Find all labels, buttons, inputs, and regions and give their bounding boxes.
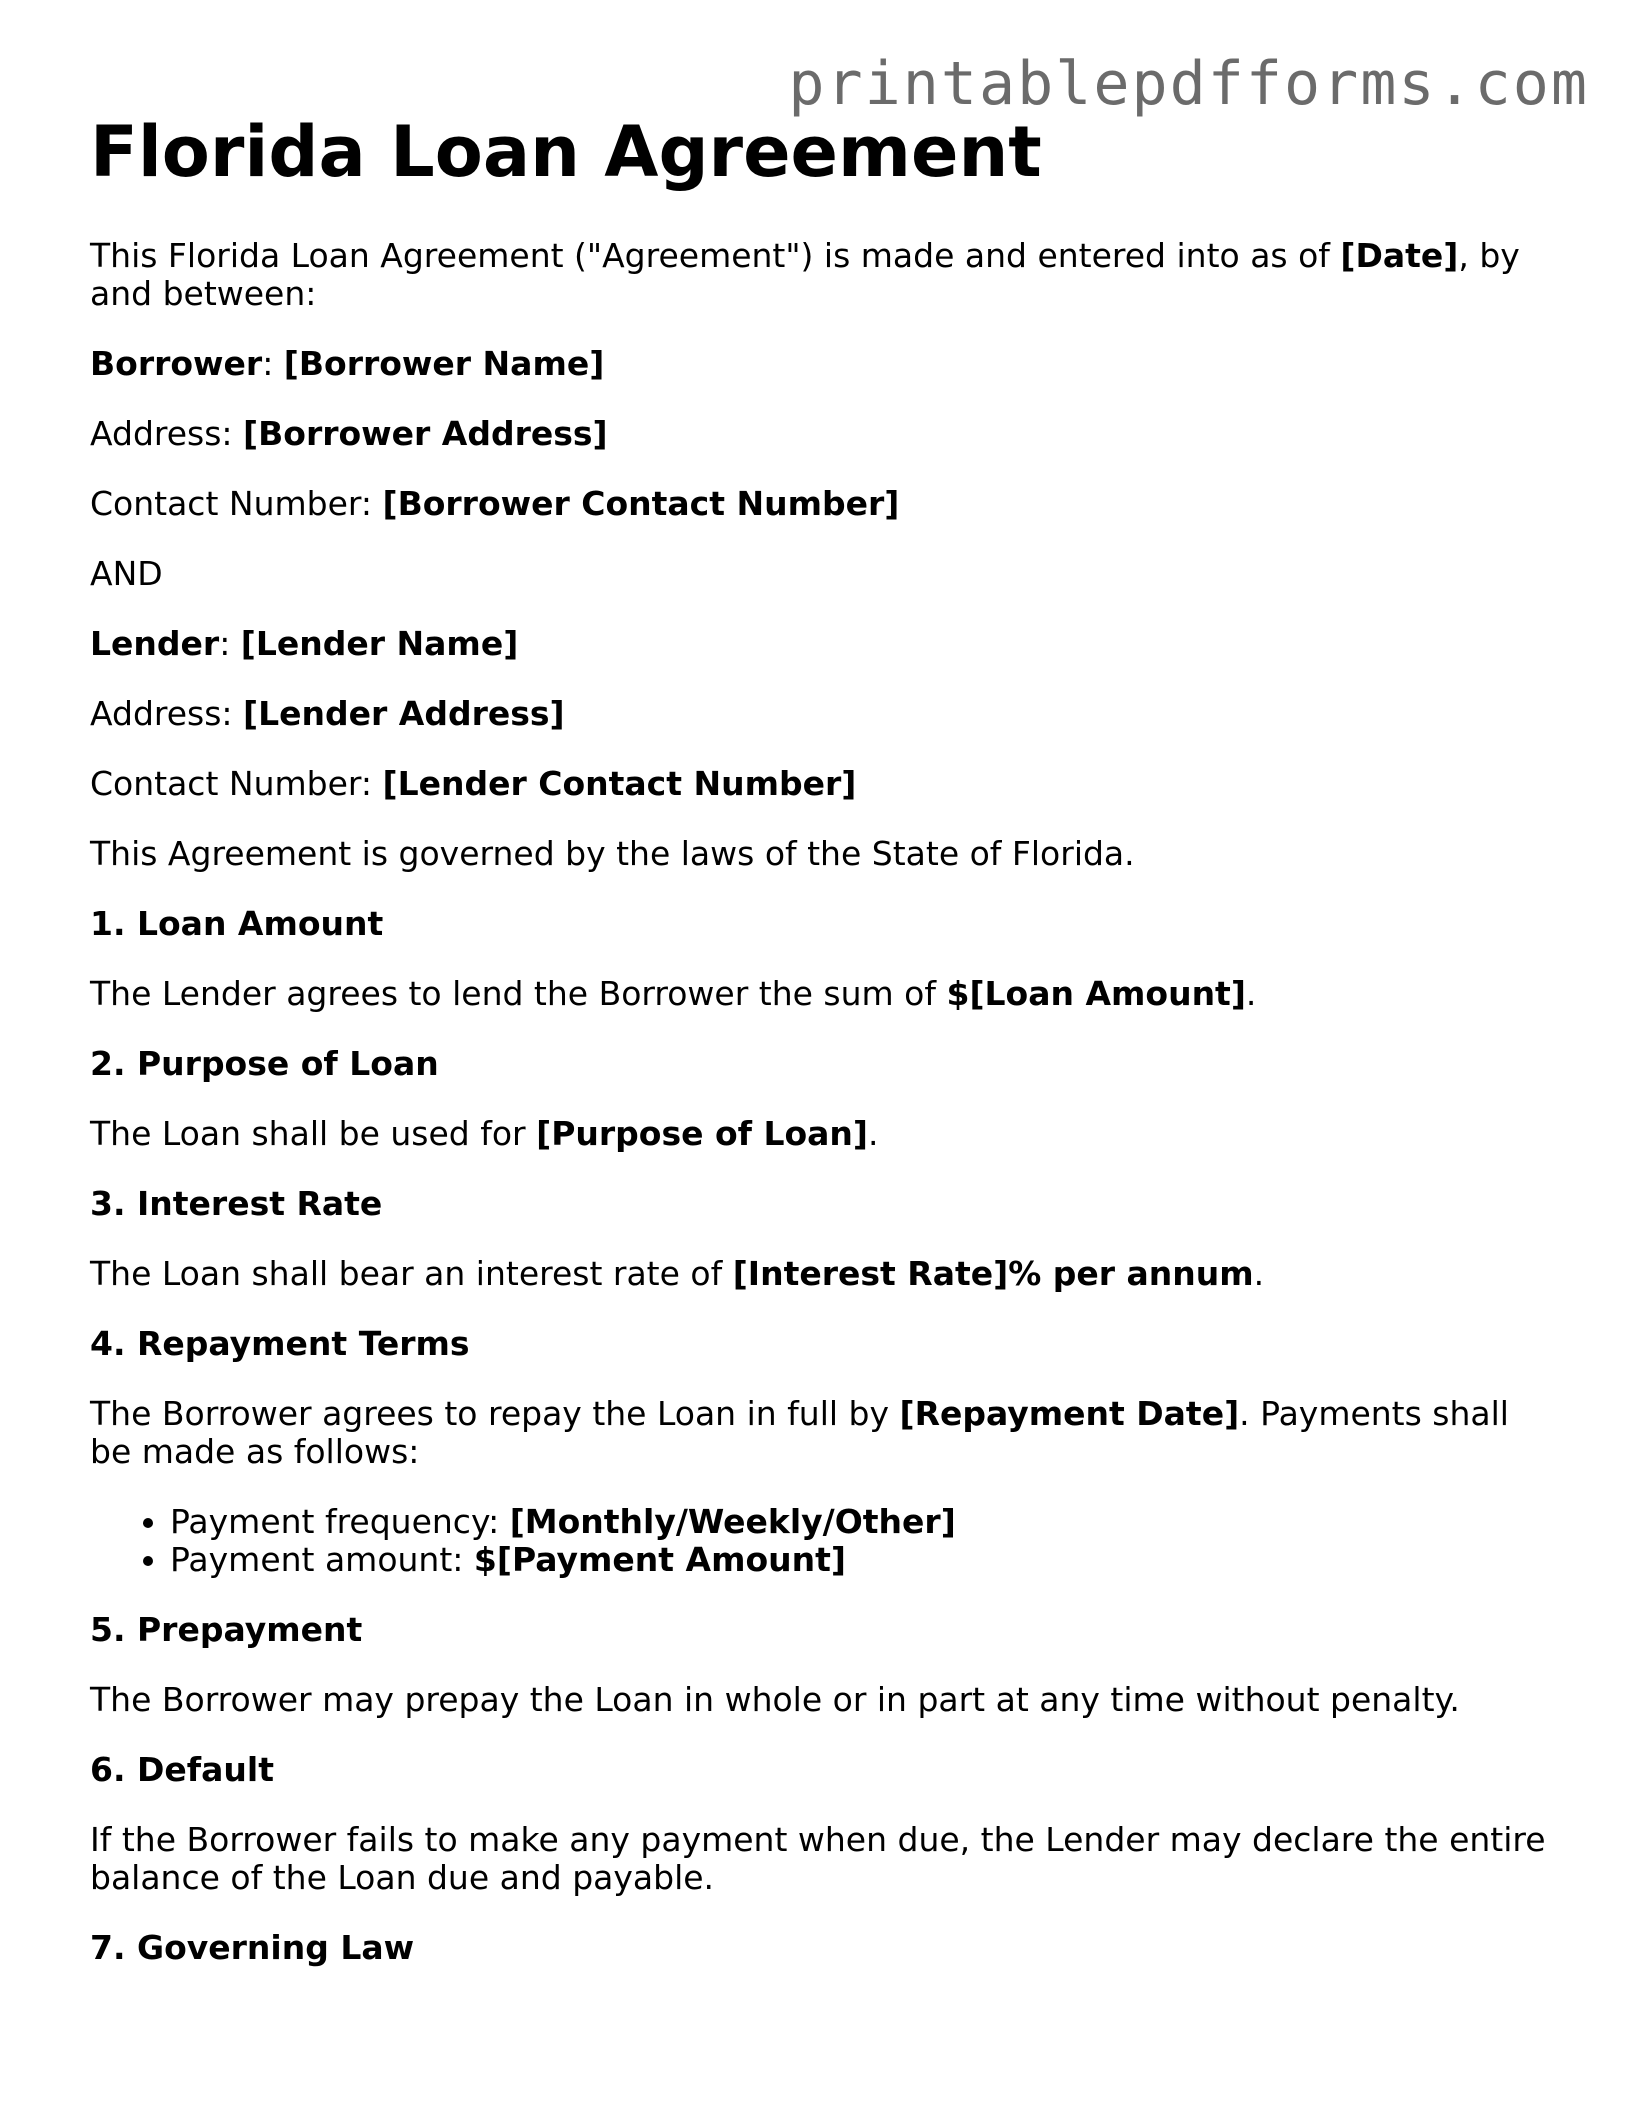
borrower-name-line [90,345,1560,383]
repayment-text-before: The Borrower agrees to repay the Loan in full by [90,1393,900,1433]
section-text-prepayment: The Borrower may prepay the Loan in whole or in part at any time without penalty. [90,1679,1460,1719]
section-heading-interest: 3. Interest Rate [90,1183,383,1223]
section-text-repayment [90,1395,1560,1471]
section-heading-repayment: 4. Repayment Terms [90,1323,470,1363]
interest-text-before: The Loan shall bear an interest rate of [90,1253,733,1293]
borrower-separator: : [262,343,284,383]
lender-contact: [Lender Contact Number] [382,763,857,803]
governed-statement: This Agreement is governed by the laws of the State of Florida. [90,833,1135,873]
intro-paragraph [90,237,1560,313]
watermark: printablepdfforms.com [788,49,1589,119]
lender-address: [Lender Address] [243,693,565,733]
payment-terms-list [90,1503,1560,1579]
date-placeholder: [Date] [1340,235,1459,275]
section-heading-prepayment: 5. Prepayment [90,1609,363,1649]
borrower-contact-label: Contact Number: [90,483,383,523]
loan-amount-text-before: The Lender agrees to lend the Borrower the sum of [90,973,947,1013]
purpose-value: [Purpose of Loan] [536,1113,869,1153]
payment-amount-value: $[Payment Amount] [473,1539,846,1579]
interest-value: [Interest Rate]% per annum [732,1253,1254,1293]
borrower-label: Borrower [90,343,263,383]
intro-text-after: , by and between: [90,235,1520,313]
borrower-name: [Borrower Name] [283,343,605,383]
document-page [90,112,1560,1999]
lender-name-line [90,625,1560,663]
list-item [170,1541,1560,1579]
lender-address-label: Address: [90,693,244,733]
purpose-text-before: The Loan shall be used for [90,1113,537,1153]
loan-amount-value: $[Loan Amount] [946,973,1246,1013]
section-text-interest [90,1255,1560,1293]
section-heading-governing-law: 7. Governing Law [90,1927,415,1967]
section-text-default: If the Borrower fails to make any payment when due, the Lender may declare the entire balance of the Loan due and payable. [90,1819,1546,1897]
list-item [170,1503,1560,1541]
document-title: Florida Loan Agreement [90,111,1042,193]
interest-text-after: . [1253,1253,1265,1293]
payment-frequency-value: [Monthly/Weekly/Other] [509,1501,956,1541]
lender-contact-label: Contact Number: [90,763,383,803]
lender-label: Lender [90,623,220,663]
intro-text-before: This Florida Loan Agreement ("Agreement") is made and entered into as of [90,235,1341,275]
section-heading-default: 6. Default [90,1749,274,1789]
purpose-text-after: . [868,1113,879,1153]
borrower-address: [Borrower Address] [243,413,608,453]
and-text: AND [90,553,163,593]
repayment-date-value: [Repayment Date] [899,1393,1240,1433]
lender-contact-line [90,765,1560,803]
loan-amount-text-after: . [1245,973,1257,1013]
section-text-loan-amount [90,975,1560,1013]
borrower-address-line [90,415,1560,453]
payment-frequency-label: Payment frequency: [170,1501,510,1541]
section-heading-loan-amount: 1. Loan Amount [90,903,384,943]
repayment-text-after: . Payments shall be made as follows: [90,1393,1509,1471]
lender-name: [Lender Name] [240,623,519,663]
section-heading-purpose: 2. Purpose of Loan [90,1043,439,1083]
lender-separator: : [219,623,241,663]
lender-address-line [90,695,1560,733]
borrower-contact: [Borrower Contact Number] [382,483,900,523]
section-text-purpose [90,1115,1560,1153]
payment-amount-label: Payment amount: [170,1539,474,1579]
borrower-contact-line [90,485,1560,523]
borrower-address-label: Address: [90,413,244,453]
